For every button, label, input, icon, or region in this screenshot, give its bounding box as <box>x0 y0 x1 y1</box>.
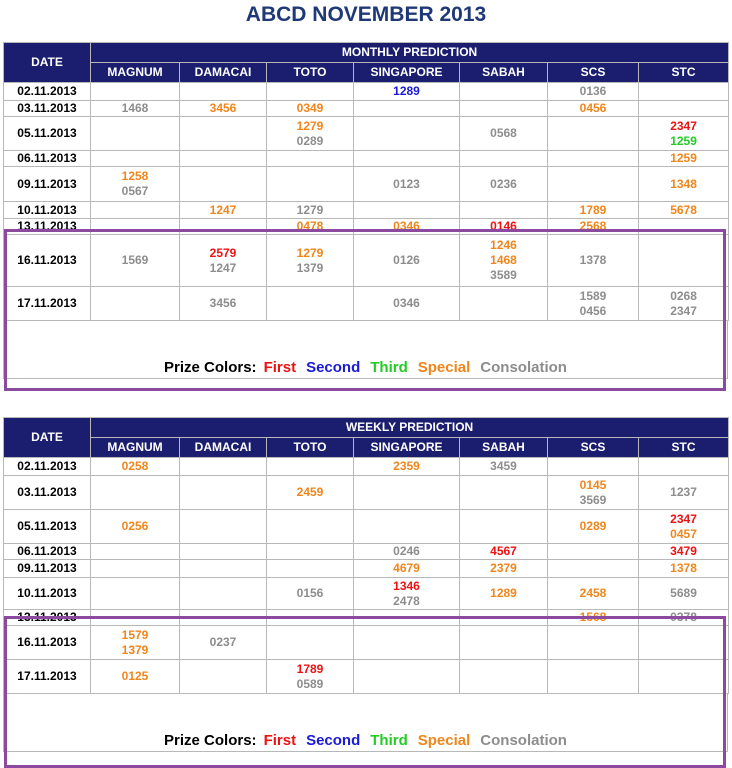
prediction-number: 3569 <box>579 492 607 507</box>
prediction-cell-damacai <box>180 510 267 544</box>
prediction-cell-sabah <box>460 117 548 151</box>
prediction-cell-scs <box>548 202 639 219</box>
prediction-cell-toto <box>267 560 354 578</box>
date-cell: 17.11.2013 <box>4 287 91 321</box>
prediction-cell-scs <box>548 458 639 476</box>
prediction-number: 0136 <box>579 84 607 98</box>
table-row <box>4 610 729 626</box>
table-row <box>4 235 729 287</box>
prediction-cell-toto <box>267 626 354 660</box>
table-row <box>4 660 729 694</box>
prediction-cell-toto <box>267 83 354 101</box>
column-header-scs: SCS <box>548 63 639 83</box>
prediction-cell-magnum <box>91 578 180 610</box>
monthly-prediction-table <box>3 42 729 321</box>
column-header-magnum: MAGNUM <box>91 63 180 83</box>
legend-special: Special <box>417 732 471 749</box>
date-cell: 03.11.2013 <box>4 476 91 510</box>
prediction-number: 0567 <box>121 184 149 198</box>
prediction-cell-scs <box>548 167 639 202</box>
prediction-number: 3479 <box>670 544 697 558</box>
table-row <box>4 151 729 167</box>
prediction-cell-sabah <box>460 219 548 235</box>
prediction-number: 1379 <box>296 260 324 275</box>
table-row <box>4 83 729 101</box>
prediction-cell-magnum <box>91 560 180 578</box>
page-title: ABCD NOVEMBER 2013 <box>245 3 487 26</box>
table-row <box>4 578 729 610</box>
column-header-damacai: DAMACAI <box>180 63 267 83</box>
prediction-cell-singapore <box>354 560 460 578</box>
prediction-cell-damacai <box>180 287 267 321</box>
prediction-cell-stc <box>639 578 729 610</box>
prediction-number: 0246 <box>393 544 420 558</box>
date-cell: 02.11.2013 <box>4 83 91 101</box>
prediction-number: 1348 <box>670 176 697 191</box>
prediction-cell-singapore <box>354 510 460 544</box>
prediction-cell-singapore <box>354 167 460 202</box>
date-cell: 13.11.2013 <box>4 610 91 626</box>
prediction-number: 0146 <box>490 219 517 233</box>
prediction-number: 1579 <box>121 627 149 642</box>
monthly-heading: MONTHLY PREDICTION <box>91 43 729 63</box>
prediction-number: 0478 <box>296 219 324 233</box>
prediction-cell-stc <box>639 610 729 626</box>
prediction-cell-magnum <box>91 626 180 660</box>
prediction-cell-stc <box>639 151 729 167</box>
legend-second: Second <box>306 732 361 749</box>
prediction-number: 0237 <box>209 635 237 649</box>
prediction-number: 5689 <box>670 586 697 600</box>
prediction-cell-magnum <box>91 610 180 626</box>
legend-label: Prize Colors: <box>164 359 257 376</box>
prediction-cell-sabah <box>460 202 548 219</box>
table-row <box>4 544 729 560</box>
prediction-cell-scs <box>548 560 639 578</box>
prediction-cell-damacai <box>180 626 267 660</box>
prediction-number: 1378 <box>579 253 607 267</box>
prediction-cell-sabah <box>460 476 548 510</box>
prediction-cell-singapore <box>354 117 460 151</box>
table-row <box>4 476 729 510</box>
table-row <box>4 626 729 660</box>
prediction-cell-damacai <box>180 458 267 476</box>
column-header-damacai: DAMACAI <box>180 438 267 458</box>
prediction-cell-stc <box>639 83 729 101</box>
prediction-cell-sabah <box>460 626 548 660</box>
prediction-cell-damacai <box>180 660 267 694</box>
prediction-cell-toto <box>267 510 354 544</box>
prediction-number: 0346 <box>393 296 420 310</box>
prediction-number: 2379 <box>490 561 517 575</box>
table-row <box>4 101 729 117</box>
prediction-number: 0568 <box>490 126 517 140</box>
prediction-cell-damacai <box>180 219 267 235</box>
prediction-number: 1379 <box>121 642 149 657</box>
prediction-cell-singapore <box>354 287 460 321</box>
prediction-cell-scs <box>548 510 639 544</box>
prediction-cell-scs <box>548 101 639 117</box>
prediction-number: 1279 <box>296 245 324 260</box>
prediction-cell-stc <box>639 101 729 117</box>
prediction-cell-toto <box>267 151 354 167</box>
prediction-cell-sabah <box>460 660 548 694</box>
prediction-number: 0457 <box>670 526 697 541</box>
legend-third: Third <box>370 732 408 749</box>
legend-consolation: Consolation <box>480 359 567 376</box>
prediction-cell-magnum <box>91 101 180 117</box>
prediction-number: 0456 <box>579 101 607 115</box>
prediction-number: 2478 <box>393 593 420 608</box>
prediction-cell-scs <box>548 544 639 560</box>
prediction-cell-magnum <box>91 476 180 510</box>
date-cell: 10.11.2013 <box>4 202 91 219</box>
prediction-number: 3459 <box>490 459 517 473</box>
prediction-number: 2347 <box>670 118 697 133</box>
column-header-magnum: MAGNUM <box>91 438 180 458</box>
date-cell: 05.11.2013 <box>4 117 91 151</box>
prediction-cell-singapore <box>354 219 460 235</box>
table-row <box>4 510 729 544</box>
prediction-cell-sabah <box>460 544 548 560</box>
legend-first: First <box>263 359 297 376</box>
prediction-number: 1246 <box>490 238 517 252</box>
prediction-cell-stc <box>639 219 729 235</box>
prediction-cell-magnum <box>91 83 180 101</box>
prediction-cell-magnum <box>91 660 180 694</box>
prediction-cell-toto <box>267 578 354 610</box>
prediction-number: 3589 <box>490 268 517 282</box>
prediction-cell-stc <box>639 202 729 219</box>
legend-label: Prize Colors: <box>164 732 257 749</box>
prediction-number: 1789 <box>296 661 324 676</box>
column-header-singapore: SINGAPORE <box>354 438 460 458</box>
date-cell: 02.11.2013 <box>4 458 91 476</box>
prediction-number: 0156 <box>296 586 324 600</box>
prediction-number: 1468 <box>121 101 149 115</box>
prediction-number: 1468 <box>490 253 517 267</box>
prediction-number: 1569 <box>121 253 149 267</box>
prediction-cell-singapore <box>354 578 460 610</box>
prediction-number: 0123 <box>393 176 420 191</box>
prediction-number: 1247 <box>209 202 237 217</box>
legend-first: First <box>263 732 297 749</box>
prediction-cell-stc <box>639 235 729 287</box>
date-cell: 03.11.2013 <box>4 101 91 117</box>
prediction-number: 0126 <box>393 253 420 267</box>
column-header-stc: STC <box>639 438 729 458</box>
prediction-cell-toto <box>267 235 354 287</box>
prediction-cell-damacai <box>180 578 267 610</box>
prediction-number: 1289 <box>490 586 517 600</box>
legend-second: Second <box>306 359 361 376</box>
prediction-number: 0589 <box>296 676 324 691</box>
date-cell: 09.11.2013 <box>4 560 91 578</box>
date-cell: 09.11.2013 <box>4 167 91 202</box>
prediction-cell-toto <box>267 458 354 476</box>
prediction-cell-damacai <box>180 560 267 578</box>
prediction-cell-magnum <box>91 117 180 151</box>
prediction-number: 0378 <box>670 610 697 624</box>
column-header-scs: SCS <box>548 438 639 458</box>
prediction-cell-toto <box>267 660 354 694</box>
prediction-cell-stc <box>639 560 729 578</box>
prediction-cell-singapore <box>354 544 460 560</box>
table-row <box>4 287 729 321</box>
date-header: DATE <box>4 43 91 83</box>
prediction-cell-magnum <box>91 510 180 544</box>
prediction-cell-scs <box>548 83 639 101</box>
prediction-number: 2347 <box>670 511 697 526</box>
prediction-number: 1279 <box>296 118 324 133</box>
table-row <box>4 202 729 219</box>
prediction-number: 2459 <box>296 485 324 499</box>
prediction-number: 1289 <box>393 84 420 98</box>
prediction-cell-stc <box>639 544 729 560</box>
prediction-cell-toto <box>267 101 354 117</box>
prediction-number: 0289 <box>579 519 607 533</box>
date-cell: 06.11.2013 <box>4 151 91 167</box>
prediction-number: 0289 <box>296 133 324 148</box>
prediction-number: 0145 <box>579 477 607 492</box>
prediction-cell-sabah <box>460 578 548 610</box>
prediction-cell-magnum <box>91 458 180 476</box>
prediction-number: 2347 <box>670 303 697 318</box>
column-header-sabah: SABAH <box>460 438 548 458</box>
prediction-cell-damacai <box>180 117 267 151</box>
prediction-cell-toto <box>267 610 354 626</box>
date-header: DATE <box>4 418 91 458</box>
prediction-number: 0346 <box>393 219 420 233</box>
prediction-cell-magnum <box>91 219 180 235</box>
prediction-cell-toto <box>267 202 354 219</box>
column-header-sabah: SABAH <box>460 63 548 83</box>
date-cell: 13.11.2013 <box>4 219 91 235</box>
date-cell: 17.11.2013 <box>4 660 91 694</box>
prediction-cell-toto <box>267 117 354 151</box>
prediction-number: 1247 <box>209 260 237 275</box>
prediction-number: 2458 <box>579 586 607 600</box>
prediction-cell-scs <box>548 476 639 510</box>
prediction-cell-singapore <box>354 476 460 510</box>
prediction-number: 1346 <box>393 578 420 593</box>
weekly-legend <box>3 694 728 752</box>
table-row <box>4 219 729 235</box>
prediction-cell-damacai <box>180 610 267 626</box>
prediction-cell-toto <box>267 287 354 321</box>
prediction-cell-singapore <box>354 83 460 101</box>
date-cell: 16.11.2013 <box>4 626 91 660</box>
prediction-cell-scs <box>548 626 639 660</box>
prediction-number: 3456 <box>209 296 237 310</box>
prediction-cell-scs <box>548 610 639 626</box>
prediction-number: 1789 <box>579 202 607 217</box>
prediction-cell-stc <box>639 167 729 202</box>
prediction-number: 0456 <box>579 303 607 318</box>
prediction-cell-magnum <box>91 151 180 167</box>
prediction-cell-scs <box>548 117 639 151</box>
weekly-heading: WEEKLY PREDICTION <box>91 418 729 438</box>
prediction-number: 2579 <box>209 245 237 260</box>
prediction-cell-damacai <box>180 101 267 117</box>
table-row <box>4 560 729 578</box>
table-row <box>4 167 729 202</box>
prediction-number: 4567 <box>490 544 517 558</box>
legend-special: Special <box>417 359 471 376</box>
prediction-cell-magnum <box>91 202 180 219</box>
prediction-number: 0258 <box>121 459 149 473</box>
prediction-cell-singapore <box>354 458 460 476</box>
prediction-number: 2359 <box>393 459 420 473</box>
prediction-cell-scs <box>548 219 639 235</box>
prediction-cell-damacai <box>180 235 267 287</box>
prediction-cell-sabah <box>460 560 548 578</box>
prediction-number: 1589 <box>579 288 607 303</box>
prediction-cell-damacai <box>180 83 267 101</box>
prediction-cell-stc <box>639 626 729 660</box>
prediction-cell-sabah <box>460 235 548 287</box>
prediction-cell-magnum <box>91 287 180 321</box>
prediction-number: 0256 <box>121 519 149 533</box>
prediction-cell-stc <box>639 117 729 151</box>
prediction-number: 0268 <box>670 288 697 303</box>
prediction-cell-scs <box>548 287 639 321</box>
prediction-cell-scs <box>548 578 639 610</box>
prediction-number: 2568 <box>579 219 607 233</box>
prediction-cell-stc <box>639 287 729 321</box>
prediction-cell-magnum <box>91 544 180 560</box>
prediction-number: 4679 <box>393 561 420 575</box>
prediction-cell-singapore <box>354 626 460 660</box>
date-cell: 06.11.2013 <box>4 544 91 560</box>
prediction-cell-damacai <box>180 476 267 510</box>
prediction-number: 0125 <box>121 669 149 683</box>
prediction-cell-scs <box>548 660 639 694</box>
prediction-number: 0236 <box>490 176 517 191</box>
prediction-number: 5678 <box>670 202 697 217</box>
legend-third: Third <box>370 359 408 376</box>
prediction-cell-damacai <box>180 167 267 202</box>
prediction-cell-sabah <box>460 458 548 476</box>
prediction-cell-singapore <box>354 101 460 117</box>
prediction-number: 1279 <box>296 202 324 217</box>
prediction-number: 3456 <box>209 101 237 115</box>
prediction-cell-sabah <box>460 83 548 101</box>
prediction-cell-magnum <box>91 167 180 202</box>
prediction-cell-sabah <box>460 101 548 117</box>
prediction-number: 1378 <box>670 561 697 575</box>
weekly-prediction-section <box>3 417 728 752</box>
prediction-number: 1568 <box>579 610 607 624</box>
column-header-stc: STC <box>639 63 729 83</box>
prediction-cell-scs <box>548 151 639 167</box>
prediction-cell-scs <box>548 235 639 287</box>
prediction-cell-damacai <box>180 202 267 219</box>
column-header-toto: TOTO <box>267 438 354 458</box>
prediction-number: 1259 <box>670 151 697 165</box>
prediction-cell-toto <box>267 219 354 235</box>
prediction-cell-sabah <box>460 510 548 544</box>
date-cell: 05.11.2013 <box>4 510 91 544</box>
prediction-cell-stc <box>639 458 729 476</box>
prediction-number: 1259 <box>670 133 697 148</box>
prediction-cell-magnum <box>91 235 180 287</box>
prediction-cell-singapore <box>354 151 460 167</box>
prediction-cell-toto <box>267 544 354 560</box>
column-header-toto: TOTO <box>267 63 354 83</box>
legend-consolation: Consolation <box>480 732 567 749</box>
prediction-cell-toto <box>267 476 354 510</box>
prediction-cell-stc <box>639 476 729 510</box>
date-cell: 16.11.2013 <box>4 235 91 287</box>
prediction-cell-stc <box>639 510 729 544</box>
column-header-singapore: SINGAPORE <box>354 63 460 83</box>
prediction-number: 0349 <box>296 101 324 115</box>
prediction-number: 1237 <box>670 485 697 499</box>
prediction-cell-singapore <box>354 660 460 694</box>
prediction-cell-damacai <box>180 151 267 167</box>
date-cell: 10.11.2013 <box>4 578 91 610</box>
prediction-cell-toto <box>267 167 354 202</box>
weekly-prediction-table <box>3 417 729 694</box>
prediction-cell-sabah <box>460 167 548 202</box>
prediction-cell-sabah <box>460 610 548 626</box>
prediction-cell-damacai <box>180 544 267 560</box>
monthly-legend <box>3 321 728 379</box>
prediction-cell-sabah <box>460 151 548 167</box>
monthly-prediction-section <box>3 42 728 379</box>
table-row <box>4 117 729 151</box>
prediction-cell-singapore <box>354 202 460 219</box>
prediction-cell-singapore <box>354 610 460 626</box>
table-row <box>4 458 729 476</box>
prediction-number: 1258 <box>121 169 149 183</box>
prediction-cell-singapore <box>354 235 460 287</box>
prediction-cell-stc <box>639 660 729 694</box>
prediction-cell-sabah <box>460 287 548 321</box>
